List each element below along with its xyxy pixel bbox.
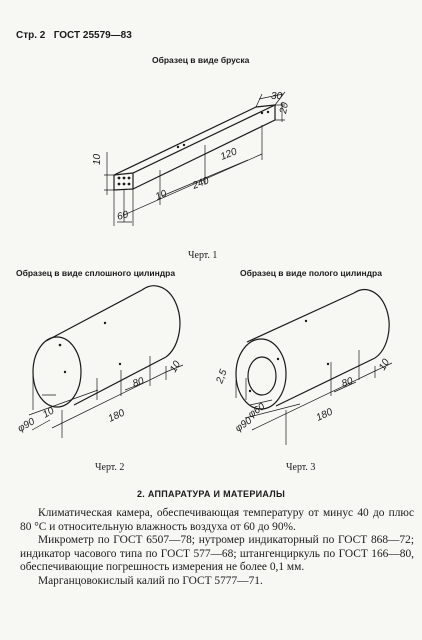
figure2-caption: Образец в виде сплошного цилиндра [16, 268, 176, 278]
figure3-dim-wall: 2,5 [214, 368, 230, 386]
figure3-dim-outer-diameter: φ90 [233, 415, 255, 435]
figure2-dim-end: 10 [168, 359, 184, 375]
figure3-caption: Образец в виде полого цилиндра [240, 268, 382, 278]
figure3-dim-inner-diameter: φ60 [246, 401, 268, 421]
paragraph-reagent: Марганцовокислый калий по ГОСТ 5777—71. [38, 574, 263, 587]
paragraph-climate-chamber: Климатическая камера, обеспечивающая температуру от минус 40 до плюс 80 °С и относительную влажность воздуха от 60 до 90%. [20, 507, 414, 533]
figure1-dim-end-a: 10 [154, 188, 169, 203]
figure3-label: Черт. 3 [286, 462, 316, 473]
body-text [20, 507, 414, 589]
figure1-dim-length: 240 [191, 175, 211, 192]
figure1-label: Черт. 1 [188, 250, 218, 261]
figure2-dim-offset: 80 [131, 375, 146, 390]
figure2-dim-diameter: φ90 [16, 416, 37, 435]
paragraph-instruments: Микрометр по ГОСТ 6507—78; нутромер индикаторный по ГОСТ 868—72; индикатор часового типа по ГОСТ 577—68; штангенциркуль по ГОСТ 166—80, обеспечивающие погрешность измерения не более 0,1 мм. [20, 534, 414, 574]
figure2-dim-end-left: 10 [41, 405, 57, 421]
section-heading: 2. АППАРАТУРА И МАТЕРИАЛЫ [136, 489, 286, 499]
figure1-caption: Образец в виде бруска [152, 55, 250, 65]
figure1-dim-width: 30 [271, 91, 283, 102]
figure1-dim-end-b: 60 [115, 209, 130, 223]
figure3-dim-end: 10 [377, 357, 393, 373]
figure3-dim-length: 180 [314, 406, 335, 424]
standard-number: ГОСТ 25579—83 [53, 30, 132, 41]
figure3-dim-offset: 80 [340, 375, 355, 390]
figure1-dim-height-left: 10 [92, 153, 103, 165]
figure1-dim-length-inner: 120 [219, 146, 239, 163]
figure2-dim-length: 180 [106, 407, 127, 425]
figure2-label: Черт. 2 [95, 462, 125, 473]
figure1-dim-height-right: 20 [278, 101, 291, 115]
page-number: Стр. 2 [16, 30, 46, 41]
